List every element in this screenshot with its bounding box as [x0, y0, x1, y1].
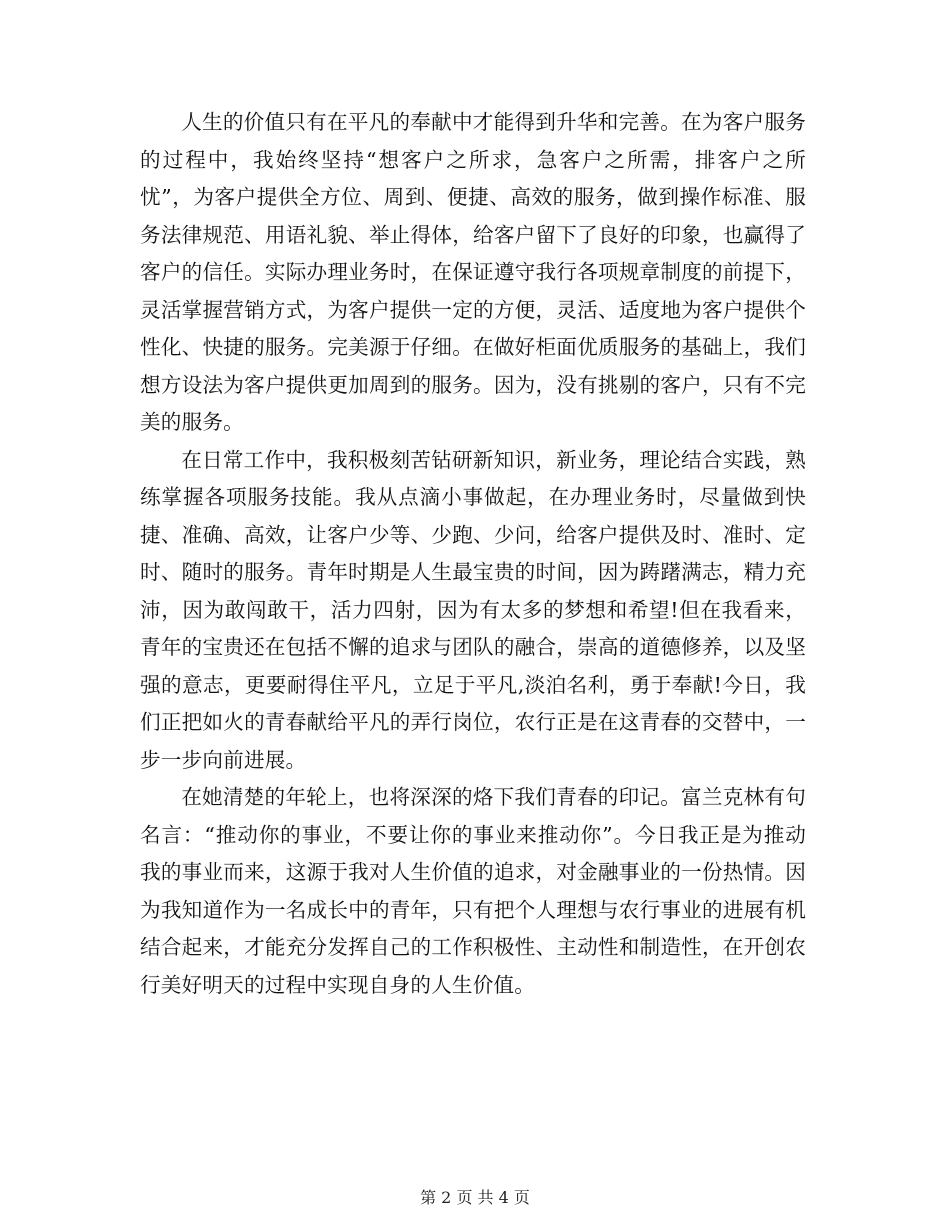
- page-number-label: 第 2 页 共 4 页: [420, 1188, 530, 1207]
- paragraph-3: 在她清楚的年轮上，也将深深的烙下我们青春的印记。富兰克林有句名言：“推动你的事业，不要让你的事业来推动你”。今日我正是为推动我的事业而来，这源于我对人生价值的追求，对金融事业的一份热情。因为我知道作为一名成长中的青年，只有把个人理想与农行事业的进展有机结合起来，才能充分发挥自己的工作积极性、主动性和制造性，在开创农行美好明天的过程中实现自身的人生价值。: [140, 785, 806, 997]
- paragraph-2: 在日常工作中，我积极刻苦钻研新知识，新业务，理论结合实践，熟练掌握各项服务技能。我从点滴小事做起，在办理业务时，尽量做到快捷、准确、高效，让客户少等、少跑、少问，给客户提供及时、准时、定时、随时的服务。青年时期是人生最宝贵的时间，因为踌躇满志，精力充沛，因为敢闯敢干，活力四射，因为有太多的梦想和希望!但在我看来，青年的宝贵还在包括不懈的追求与团队的融合，崇高的道德修养，以及坚强的意志，更要耐得住平凡，立足于平凡,淡泊名利，勇于奉献!今日，我们正把如火的青春献给平凡的弄行岗位，农行正是在这青春的交替中，一步一步向前进展。: [140, 447, 806, 772]
- page-footer: [0, 1188, 950, 1208]
- paragraph-1: 人生的价值只有在平凡的奉献中才能得到升华和完善。在为客户服务的过程中，我始终坚持“想客户之所求，急客户之所需，排客户之所忧”，为客户提供全方位、周到、便捷、高效的服务，做到操作标准、服务法律规范、用语礼貌、举止得体，给客户留下了良好的印象，也赢得了客户的信任。实际办理业务时，在保证遵守我行各项规章制度的前提下，灵活掌握营销方式，为客户提供一定的方便，灵活、适度地为客户提供个性化、快捷的服务。完美源于仔细。在做好柜面优质服务的基础上，我们想方设法为客户提供更加周到的服务。因为，没有挑剔的客户，只有不完美的服务。: [140, 110, 806, 434]
- document-body: [140, 104, 806, 1004]
